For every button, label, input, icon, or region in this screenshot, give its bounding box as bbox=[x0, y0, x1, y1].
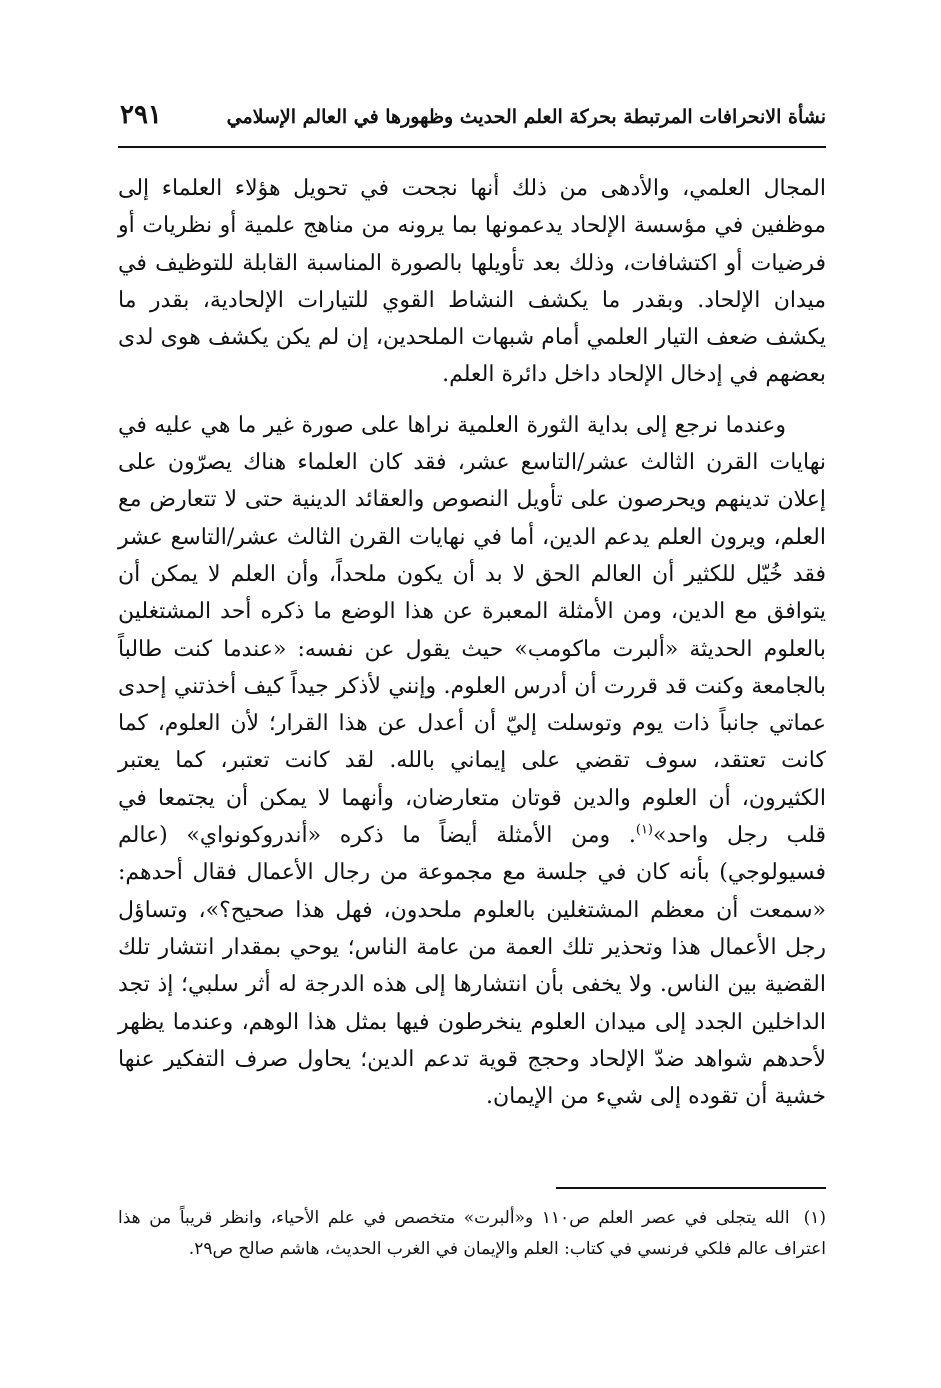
paragraph-2 bbox=[118, 407, 826, 1116]
paragraph-2-part-2: . ومن الأمثلة أيضاً ما ذكره «أندروكونواي» (عالم فسيولوجي) بأنه كان في جلسة مع مجموعة من رجال الأعمال فقال أحدهم: «سمعت أن معظم المشتغلين بالعلوم ملحدون، فهل هذا صحيح؟»، وتساؤل رجل الأعمال هذا وتحذير تلك العمة من عامة الناس؛ يوحي بمقدار انتشار تلك القضية بين الناس. ولا يخفى بأن انتشارها إلى هذه الدرجة له أثر سلبي؛ إذ تجد الداخلين الجدد إلى ميدان العلوم ينخرطون فيها بمثل هذا الوهم، وعندما يظهر لأحدهم شواهد ضدّ الإلحاد وحجج قوية تدعم الدين؛ يحاول صرف التفكير عنها خشية أن تقوده إلى شيء من الإيمان. bbox=[118, 823, 826, 1110]
header-rule bbox=[118, 146, 826, 148]
footnote-text: الله يتجلى في عصر العلم ص١١٠ و«ألبرت» متخصص في علم الأحياء، وانظر قريباً من هذا اعتراف عالم فلكي فرنسي في كتاب: العلم والإيمان في الغرب الحديث، هاشم صالح ص٢٩. bbox=[118, 1208, 826, 1259]
running-title: نشأة الانحرافات المرتبطة بحركة العلم الحديث وظهورها في العالم الإسلامي bbox=[226, 106, 826, 128]
paragraph-1: المجال العلمي، والأدهى من ذلك أنها نجحت في تحويل هؤلاء العلماء إلى موظفين في مؤسسة الإلحاد يدعمونها بما يرونه من مناهج علمية أو نظريات أو فرضيات أو اكتشافات، وذلك بعد تأويلها بالصورة المناسبة القابلة للتوظيف في ميدان الإلحاد. وبقدر ما يكشف النشاط القوي للتيارات الإلحادية، بقدر ما يكشف ضعف التيار العلمي أمام شبهات الملحدين، إن لم يكن يكشف هوى لدى بعضهم في إدخال الإلحاد داخل دائرة العلم. bbox=[118, 176, 827, 388]
footnote-reference[interactable]: (١) bbox=[635, 822, 653, 838]
page-header bbox=[120, 100, 826, 140]
paragraph-2-part-1: وعندما نرجع إلى بداية الثورة العلمية نراها على صورة غير ما هي عليه في نهايات القرن الثالث عشر/التاسع عشر، فقد كان العلماء هناك يصرّون على إعلان تدينهم ويحرصون على تأويل النصوص والعقائد الدينية حتى لا تتعارض مع العلم، ويرون العلم يدعم الدين، أما في نهايات القرن الثالث عشر/التاسع عشر فقد خُيّل للكثير أن العالم الحق لا بد أن يكون ملحداً، وأن العلم لا يمكن أن يتوافق مع الدين، ومن الأمثلة المعبرة عن هذا الوضع ما ذكره أحد المشتغلين بالعلوم الحديثة «ألبرت ماكومب» حيث يقول عن نفسه: «عندما كنت طالباً بالجامعة وكنت قد قررت أن أدرس العلوم. وإنني لأذكر جيداً كيف أخذتني إحدى عماتي جانباً ذات يوم وتوسلت إليّ أن أعدل عن هذا القرار؛ لأن العلوم، كما كانت تعتقد، سوف تقضي على إيماني بالله. لقد كانت تعتبر، كما يعتبر الكثيرون، أن العلوم والدين قوتان متعارضان، وأنهما لا يمكن أن يجتمعا في قلب رجل واحد» bbox=[118, 412, 826, 849]
body-text bbox=[118, 170, 826, 1115]
page-number: ٢٩١ bbox=[120, 100, 162, 130]
footnote bbox=[118, 1203, 826, 1265]
footnote-rule bbox=[556, 1187, 826, 1189]
footnote-number: (١) bbox=[803, 1208, 826, 1228]
